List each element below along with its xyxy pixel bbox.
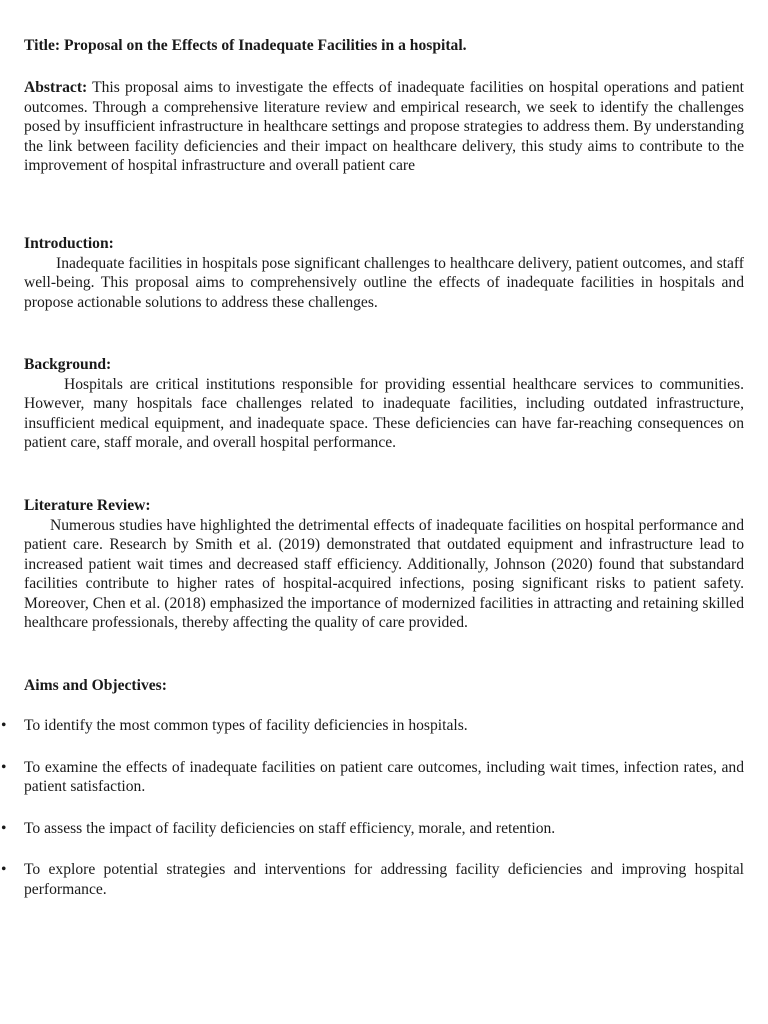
objective-text: To explore potential strategies and interventions for addressing facility deficiencies and improving hospital performance.	[24, 861, 744, 898]
list-item	[0, 716, 744, 736]
bullet-icon: •	[1, 717, 7, 734]
list-item	[0, 819, 744, 839]
introduction-text: Inadequate facilities in hospitals pose significant challenges to healthcare delivery, patient outcomes, and staff well-being. This proposal aims to comprehensively outline the effects of inadequate facilities in hospitals and propose actionable solutions to address these challenges.	[24, 254, 744, 311]
introduction-section	[24, 234, 744, 312]
background-text: Hospitals are critical institutions responsible for providing essential healthcare services to communities. However, many hospitals face challenges related to inadequate facilities, including outdated infrastructure, insufficient medical equipment, and inadequate space. These deficiencies can have far-reaching consequences on patient care, staff morale, and overall hospital performance.	[24, 375, 744, 451]
abstract-paragraph	[24, 78, 744, 176]
objectives-list	[0, 716, 744, 899]
background-section	[24, 355, 744, 453]
list-item	[0, 860, 744, 899]
document-title	[24, 36, 744, 56]
abstract-label: Abstract:	[24, 79, 88, 96]
literature-review-heading: Literature Review:	[24, 497, 151, 514]
abstract-text: This proposal aims to investigate the effects of inadequate facilities on hospital operations and patient outcomes. Through a comprehensive literature review and empirical research, we seek to identify the challenges posed by insufficient infrastructure in healthcare settings and propose strategies to address them. By understanding the link between facility deficiencies and their impact on healthcare delivery, this study aims to contribute to the improvement of hospital infrastructure and overall patient care	[24, 79, 744, 174]
objective-text: To assess the impact of facility deficiencies on staff efficiency, morale, and retention.	[24, 819, 556, 837]
title-text: Title: Proposal on the Effects of Inadequate Facilities in a hospital.	[24, 37, 467, 54]
literature-review-section	[24, 496, 744, 633]
objective-text: To examine the effects of inadequate facilities on patient care outcomes, including wait times, infection rates, and patient satisfaction.	[24, 758, 744, 795]
aims-section	[24, 676, 744, 696]
aims-heading: Aims and Objectives:	[24, 677, 167, 694]
list-item	[0, 758, 744, 797]
bullet-icon: •	[1, 819, 7, 837]
background-heading: Background:	[24, 356, 112, 373]
literature-review-text: Numerous studies have highlighted the detrimental effects of inadequate facilities on hospital performance and patient care. Research by Smith et al. (2019) demonstrated that outdated equipment and infrastructure lead to increased patient wait times and decreased staff efficiency. Additionally, Johnson (2020) found that substandard facilities contribute to higher rates of hospital-acquired infections, posing significant risks to patient safety. Moreover, Chen et al. (2018) emphasized the importance of modernized facilities in attracting and retaining skilled healthcare professionals, thereby affecting the quality of care provided.	[24, 516, 744, 631]
objective-text: To identify the most common types of facility deficiencies in hospitals.	[24, 717, 468, 734]
introduction-heading: Introduction:	[24, 235, 114, 252]
bullet-icon: •	[1, 758, 7, 776]
bullet-icon: •	[1, 861, 7, 878]
